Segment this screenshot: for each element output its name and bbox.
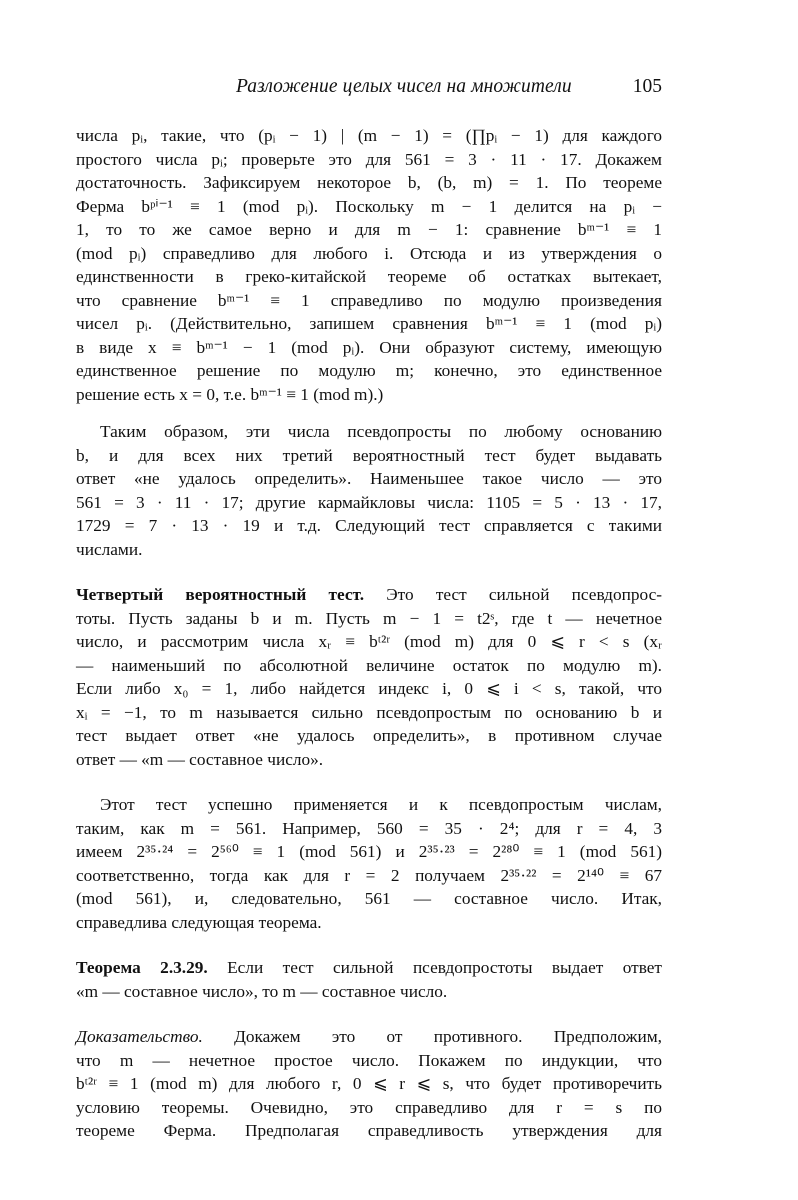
paragraph-carmichael-proof — [76, 124, 662, 406]
section-heading: Четвертый вероятностный тест. — [76, 585, 365, 604]
paragraph-pseudoprimes-summary — [76, 420, 662, 561]
text-line: что m — нечетное простое число. Покажем по индукции, что — [76, 1050, 662, 1070]
text-line: 1, то то же самое верно и для m − 1: сравнение bᵐ⁻¹ ≡ 1 — [76, 220, 662, 239]
text-line: Если либо x₀ = 1, либо найдется индекс i, 0 ⩽ i < s, такой, что — [76, 679, 662, 698]
text-line: соответственно, тогда как для r = 2 получаем 2³⁵·²² = 2¹⁴⁰ ≡ 67 — [76, 865, 662, 885]
text-line: простого числа pᵢ; проверьте это для 561 = 3 · 11 · 17. Докажем — [76, 149, 662, 169]
text-line: теореме Ферма. Предполагая справедливость утверждения для — [76, 1121, 662, 1140]
text-line — [76, 583, 662, 607]
text-line: таким, как m = 561. Например, 560 = 35 · 2⁴; для r = 4, 3 — [76, 818, 662, 838]
text-line — [76, 1025, 662, 1049]
text-line: (mod 561), и, следовательно, 561 — составное число. Итак, — [76, 889, 662, 908]
text-line: Ферма bᵖⁱ⁻¹ ≡ 1 (mod pᵢ). Поскольку m − 1 делится на pᵢ − — [76, 196, 662, 216]
text-line: 1729 = 7 · 13 · 19 и т.д. Следующий тест справляется с такими — [76, 516, 662, 535]
text-line: Таким образом, эти числа псевдопросты по любому основанию — [100, 422, 662, 441]
running-title: Разложение целых чисел на множители — [236, 76, 572, 97]
page-body — [76, 124, 662, 1143]
proof-heading: Доказательство. — [76, 1027, 203, 1046]
text-line: имеем 2³⁵·²⁴ = 2⁵⁶⁰ ≡ 1 (mod 561) и 2³⁵·²³ = 2²⁸⁰ ≡ 1 (mod 561) — [76, 842, 662, 861]
text-line: тест выдает ответ «не удалось определить», в противном случае — [76, 726, 662, 745]
text-line: b, и для всех них третий вероятностный тест будет выдавать — [76, 445, 662, 465]
running-head — [76, 72, 662, 104]
text-line: (mod pᵢ) справедливо для любого i. Отсюда и из утверждения о — [76, 243, 662, 263]
text-line: числа pᵢ, такие, что (pᵢ − 1) | (m − 1) = (∏pᵢ − 1) для каждого — [76, 126, 662, 145]
theorem-heading: Теорема 2.3.29. — [76, 958, 208, 977]
text-line: тоты. Пусть заданы b и m. Пусть m − 1 = t2ˢ, где t — нечетное — [76, 608, 662, 628]
text-line — [76, 956, 662, 980]
text-line: ответ «не удалось определить». Наименьшее такое число — это — [76, 469, 662, 488]
text-line: чисел pᵢ. (Действительно, запишем сравнения bᵐ⁻¹ ≡ 1 (mod pᵢ) — [76, 314, 662, 333]
text-line: число, и рассмотрим числа xᵣ ≡ bᵗ²ʳ (mod m) для 0 ⩽ r < s (xᵣ — [76, 632, 662, 651]
text-fragment: Если тест сильной псевдопростоты выдает ответ — [207, 958, 662, 977]
text-line: «m — составное число», то m — составное число. — [76, 981, 448, 1001]
text-line: ответ — «m — составное число». — [76, 749, 324, 769]
paragraph-fourth-test — [76, 583, 662, 771]
text-line: решение есть x = 0, т.е. bᵐ⁻¹ ≡ 1 (mod m).) — [76, 384, 384, 404]
text-line: единственности в греко-китайской теореме об остатках вытекает, — [76, 267, 662, 286]
page-number: 105 — [632, 76, 662, 97]
text-line: числами. — [76, 539, 143, 559]
text-fragment: Это тест сильной псевдопрос- — [364, 585, 662, 604]
paragraph-example-561 — [76, 793, 662, 934]
text-line: справедлива следующая теорема. — [76, 912, 322, 932]
proof-paragraph — [76, 1025, 662, 1143]
text-line: достаточность. Зафиксируем некоторое b, (b, m) = 1. По теореме — [76, 173, 662, 192]
text-line: xᵢ = −1, то m называется сильно псевдопростым по основанию b и — [76, 702, 662, 722]
text-line: 561 = 3 · 11 · 17; другие кармайкловы числа: 1105 = 5 · 13 · 17, — [76, 492, 662, 512]
text-line: что сравнение bᵐ⁻¹ ≡ 1 справедливо по модулю произведения — [76, 290, 662, 310]
text-line: — наименьший по абсолютной величине остаток по модулю m). — [76, 655, 662, 675]
text-line: в виде x ≡ bᵐ⁻¹ − 1 (mod pᵢ). Они образуют систему, имеющую — [76, 337, 662, 357]
text-line: bᵗ²ʳ ≡ 1 (mod m) для любого r, 0 ⩽ r ⩽ s, что будет противоречить — [76, 1074, 662, 1093]
text-line: условию теоремы. Очевидно, это справедливо для r = s по — [76, 1097, 662, 1117]
text-line: единственное решение по модулю m; конечно, это единственное — [76, 361, 662, 380]
text-fragment: Докажем это от противного. Предположим, — [202, 1027, 662, 1046]
theorem-2-3-29 — [76, 956, 662, 1003]
text-line: Этот тест успешно применяется и к псевдопростым числам, — [100, 795, 662, 814]
